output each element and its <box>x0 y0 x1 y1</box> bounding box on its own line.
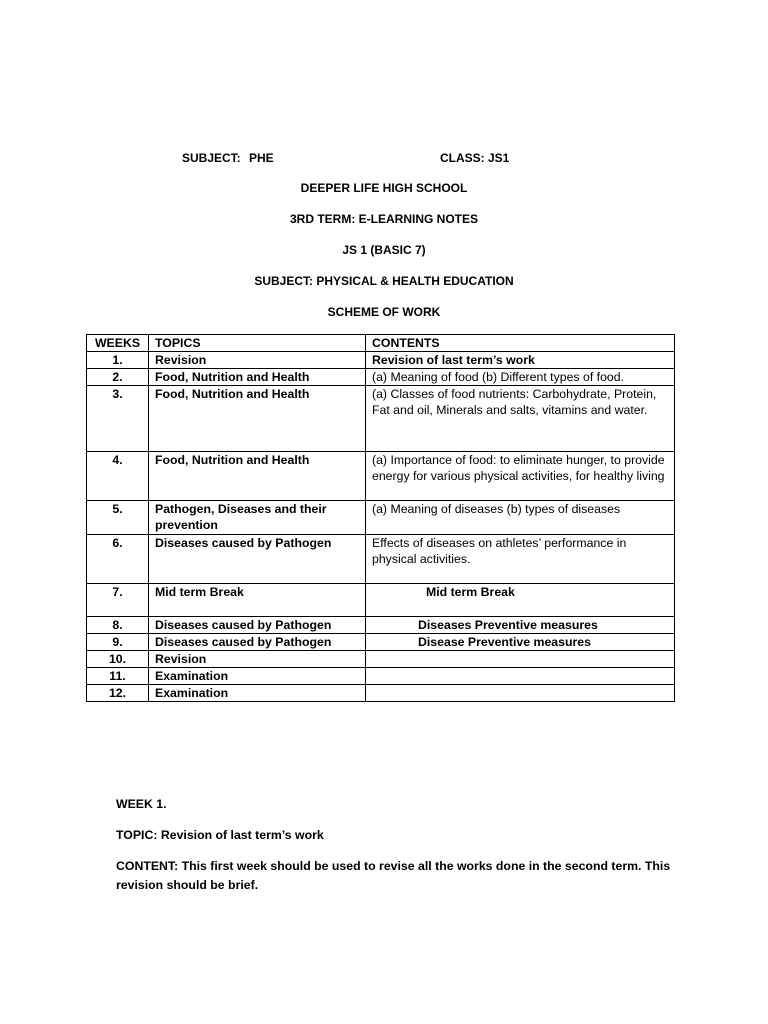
school-name: DEEPER LIFE HIGH SCHOOL <box>300 181 468 195</box>
table-row <box>87 617 675 634</box>
content-cell: Revision of last term’s work <box>366 352 675 369</box>
table-row <box>87 668 675 685</box>
table-row <box>87 369 675 386</box>
column-header-topics: TOPICS <box>149 335 366 352</box>
week-cell: 9. <box>87 634 149 651</box>
week-cell: 2. <box>87 369 149 386</box>
week-cell: 12. <box>87 685 149 702</box>
subject-label: SUBJECT: <box>182 151 241 165</box>
topic-cell: Diseases caused by Pathogen <box>149 535 366 584</box>
table-row <box>87 584 675 617</box>
column-header-contents: CONTENTS <box>366 335 675 352</box>
content-cell <box>366 668 675 685</box>
table-row <box>87 535 675 584</box>
column-header-weeks: WEEKS <box>87 335 149 352</box>
content-cell <box>366 651 675 668</box>
week-cell: 11. <box>87 668 149 685</box>
topic-cell: Examination <box>149 685 366 702</box>
content-paragraph: CONTENT: This first week should be used to revise all the works done in the second term. This revision should be brief. <box>116 859 671 892</box>
content-cell: (a) Meaning of food (b) Different types of food. <box>366 369 675 386</box>
topic-cell: Mid term Break <box>149 584 366 617</box>
week-cell: 4. <box>87 452 149 501</box>
subject-full: SUBJECT: PHYSICAL & HEALTH EDUCATION <box>254 274 514 288</box>
topic-cell: Food, Nutrition and Health <box>149 369 366 386</box>
week-cell: 5. <box>87 501 149 535</box>
content-cell: (a) Meaning of diseases (b) types of diseases <box>366 501 675 535</box>
topic-cell: Food, Nutrition and Health <box>149 452 366 501</box>
topic-cell: Revision <box>149 651 366 668</box>
class-full: JS 1 (BASIC 7) <box>342 243 426 257</box>
topic-line: TOPIC: Revision of last term’s work <box>116 828 324 842</box>
table-row <box>87 452 675 501</box>
table-row <box>87 352 675 369</box>
content-cell: (a) Classes of food nutrients: Carbohydrate, Protein, Fat and oil, Minerals and salts, vitamins and water. <box>366 386 675 452</box>
topic-cell: Diseases caused by Pathogen <box>149 634 366 651</box>
topic-cell: Pathogen, Diseases and their prevention <box>149 501 366 535</box>
week-cell: 8. <box>87 617 149 634</box>
scheme-of-work-table <box>86 334 675 702</box>
week-title: WEEK 1. <box>116 797 167 811</box>
topic-cell: Food, Nutrition and Health <box>149 386 366 452</box>
content-cell: Mid term Break <box>366 584 675 617</box>
content-cell <box>366 685 675 702</box>
content-cell: Effects of diseases on athletes’ performance in physical activities. <box>366 535 675 584</box>
subject-value: PHE <box>249 151 274 165</box>
week-cell: 1. <box>87 352 149 369</box>
table-row <box>87 634 675 651</box>
table-row <box>87 386 675 452</box>
week-cell: 6. <box>87 535 149 584</box>
term-title: 3RD TERM: E-LEARNING NOTES <box>289 212 478 226</box>
week-cell: 7. <box>87 584 149 617</box>
content-cell: Diseases Preventive measures <box>366 617 675 634</box>
topic-cell: Diseases caused by Pathogen <box>149 617 366 634</box>
table-row <box>87 685 675 702</box>
content-cell: Disease Preventive measures <box>366 634 675 651</box>
topic-cell: Examination <box>149 668 366 685</box>
class-label: CLASS: JS1 <box>440 151 510 165</box>
table-row <box>87 501 675 535</box>
topic-cell: Revision <box>149 352 366 369</box>
week-cell: 3. <box>87 386 149 452</box>
content-cell: (a) Importance of food: to eliminate hunger, to provide energy for various physical activities, for healthy living <box>366 452 675 501</box>
table-row <box>87 651 675 668</box>
scheme-title: SCHEME OF WORK <box>327 305 441 319</box>
table-header-row <box>87 335 675 352</box>
week-cell: 10. <box>87 651 149 668</box>
